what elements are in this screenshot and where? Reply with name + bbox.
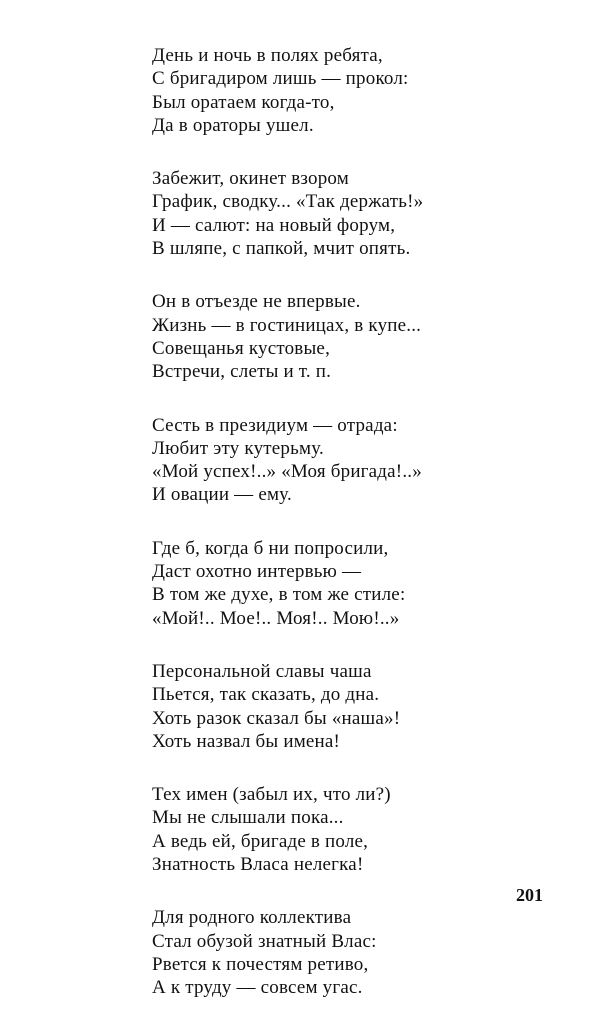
poem-line: Забежит, окинет взором bbox=[152, 168, 349, 190]
poem-line: В том же духе, в том же стиле: bbox=[152, 584, 406, 606]
stanza-5 bbox=[152, 537, 532, 630]
poem-line: В шляпе, с папкой, мчит опять. bbox=[152, 238, 411, 260]
poem-line: Любит эту кутерьму. bbox=[152, 437, 324, 459]
poem-line: И овации — ему. bbox=[152, 484, 292, 506]
poem-line: Жизнь — в гостиницах, в купе... bbox=[152, 314, 422, 336]
poem-line: Сесть в президиум — отрада: bbox=[152, 414, 398, 436]
poem-line: Да в ораторы ушел. bbox=[152, 114, 314, 136]
stanza-1 bbox=[152, 44, 532, 137]
poem-line: «Мой!.. Мое!.. Моя!.. Мою!..» bbox=[152, 607, 400, 629]
poem-line: Мы не слышали пока... bbox=[152, 807, 344, 829]
poem-line: Где б, когда б ни попросили, bbox=[152, 537, 389, 559]
poem-line: Совещанья кустовые, bbox=[152, 337, 331, 359]
poem-line: С бригадиром лишь — прокол: bbox=[152, 68, 409, 90]
poem-line: «Мой успех!..» «Моя бригада!..» bbox=[152, 461, 422, 483]
poem-line: Хоть разок сказал бы «наша»! bbox=[152, 707, 401, 729]
poem-line: Для родного коллектива bbox=[152, 907, 352, 929]
poem-line: День и ночь в полях ребята, bbox=[152, 45, 383, 66]
poem bbox=[152, 44, 532, 1030]
poem-line: Стал обузой знатный Влас: bbox=[152, 930, 377, 952]
poem-line: А к труду — совсем угас. bbox=[152, 977, 363, 999]
poem-line: Встречи, слеты и т. п. bbox=[152, 361, 332, 383]
poem-line: Он в отъезде не впервые. bbox=[152, 291, 361, 313]
poem-line: Тех имен (забыл их, что ли?) bbox=[152, 784, 391, 806]
stanza-7 bbox=[152, 783, 532, 876]
stanza-8 bbox=[152, 906, 532, 999]
stanza-4 bbox=[152, 414, 532, 507]
page-number: 201 bbox=[516, 885, 543, 905]
poem-line: Пьется, так сказать, до дна. bbox=[152, 684, 380, 706]
poem-line: А ведь ей, бригаде в поле, bbox=[152, 830, 369, 852]
poem-line: Рвется к почестям ретиво, bbox=[152, 953, 369, 975]
poem-line: График, сводку... «Так держать!» bbox=[152, 191, 424, 213]
poem-line: Был оратаем когда-то, bbox=[152, 91, 335, 113]
poem-line: Хоть назвал бы имена! bbox=[152, 730, 341, 752]
poem-line: Даст охотно интервью — bbox=[152, 561, 362, 583]
stanza-6 bbox=[152, 660, 532, 753]
stanza-2 bbox=[152, 167, 532, 260]
poem-line: И — салют: на новый форум, bbox=[152, 214, 396, 236]
poem-line: Персональной славы чаша bbox=[152, 660, 372, 682]
stanza-3 bbox=[152, 290, 532, 383]
poem-line: Знатность Власа нелегка! bbox=[152, 854, 364, 876]
